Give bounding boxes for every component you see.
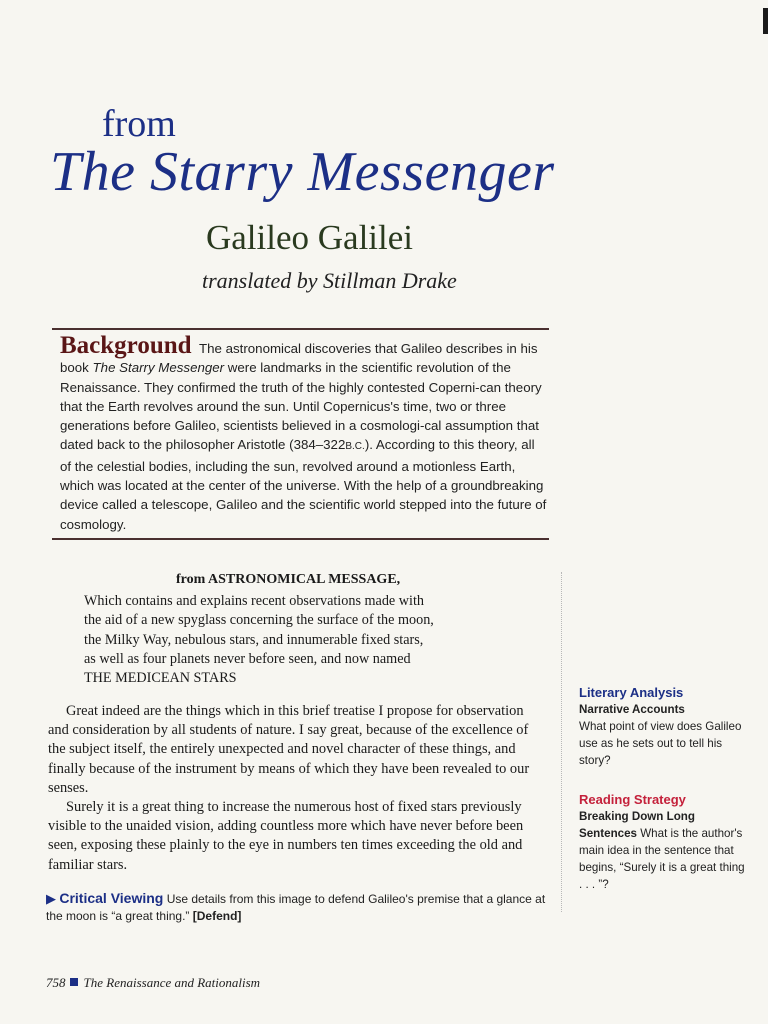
reading-strategy-note	[579, 791, 749, 893]
astronomical-message-heading: from ASTRONOMICAL MESSAGE,	[176, 572, 401, 587]
astronomical-message-subtitle	[84, 592, 524, 688]
margin-divider	[561, 572, 562, 912]
literary-analysis-note	[579, 684, 749, 769]
literary-analysis-subtitle: Narrative Accounts	[579, 703, 685, 716]
paragraph: Surely it is a great thing to increase the numerous host of fixed stars previously visible to the unaided vision, adding countless more which have never before been seen, exposing these plainly to the eye in numbers ten times exceeding the old and familiar stars.	[48, 799, 524, 873]
main-text	[48, 702, 546, 875]
literary-analysis-title: Literary Analysis	[579, 685, 684, 700]
subtitle-line: as well as four planets never before seen, and now named	[84, 650, 411, 667]
critical-viewing-text: Use details from this image to defend Galileo's premise that a glance at the moon is “a great thing.”	[46, 892, 546, 923]
subtitle-line: the Milky Way, nebulous stars, and innumerable fixed stars,	[84, 631, 424, 648]
reading-strategy-text: What is the author's main idea in the sentence that begins, “Surely it is a great thing . . . ”?	[579, 827, 745, 891]
background-text-3: ). According to this theory, all of the celestial bodies, including the sun, revolved around a motionless Earth, which was located at the center of the universe. With the help of a groundbreaking device called a telescope, Galileo and the scientific world stepped into the future of cosmology.	[60, 437, 547, 532]
page-title: The Starry Messenger	[50, 141, 555, 203]
square-bullet-icon	[70, 978, 78, 986]
page-edge-mark	[763, 8, 768, 34]
paragraph: Great indeed are the things which in this brief treatise I propose for observation and consideration by all students of nature. I say great, because of the excellence of the subject itself, the entirely unexpected and novel character of these things, and finally because of the instrument by means of which they have been revealed to our senses.	[48, 703, 530, 796]
title-prefix: from	[102, 103, 176, 145]
background-top-rule	[52, 328, 549, 330]
subtitle-line: the aid of a new spyglass concerning the surface of the moon,	[84, 612, 434, 629]
section-title: The Renaissance and Rationalism	[83, 975, 261, 990]
page-number: 758	[46, 975, 66, 990]
page-footer	[46, 975, 260, 991]
critical-viewing	[46, 890, 546, 925]
background-section	[60, 332, 548, 534]
subtitle-line: THE MEDICEAN STARS	[84, 670, 237, 687]
author-name: Galileo Galilei	[206, 218, 414, 257]
critical-viewing-title: Critical Viewing	[59, 890, 164, 906]
subtitle-line: Which contains and explains recent observations made with	[84, 593, 425, 609]
background-era: B.C.	[345, 441, 365, 453]
translator-credit: translated by Stillman Drake	[202, 268, 457, 293]
triangle-arrow-icon: ▶	[46, 891, 56, 906]
reading-strategy-title: Reading Strategy	[579, 792, 686, 807]
background-text-1: The astronomical discoveries that Galileo describes in his book	[60, 341, 538, 376]
reading-strategy-subtitle: Breaking Down Long Sentences	[579, 810, 695, 840]
critical-viewing-tag: [Defend]	[192, 909, 242, 923]
background-book-title: The Starry Messenger	[92, 360, 225, 376]
background-text-2: were landmarks in the scientific revolution of the Renaissance. They confirmed the truth of the highly contested Coperni-can theory that the Earth revolves around the sun. Until Copernicus's time, two or three generations before Galileo, scientists believed in a cosmologi-cal assumption that dated back to the philosopher Aristotle (384–322	[60, 360, 542, 453]
background-heading: Background	[60, 332, 192, 359]
background-bottom-rule	[52, 538, 549, 540]
literary-analysis-text: What point of view does Galileo use as he sets out to tell his story?	[579, 720, 742, 767]
